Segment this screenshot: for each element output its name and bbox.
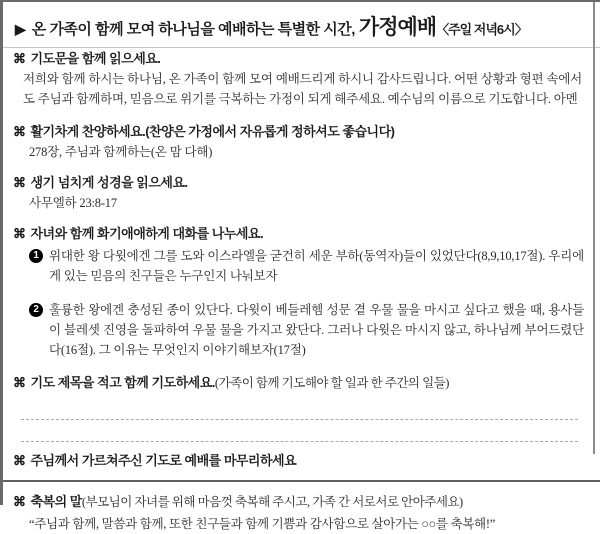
talk-item-text: 훌륭한 왕에겐 충성된 종이 있단다. 다윗이 베들레헴 성문 곁 우물 물을 마시고 싶다고 했을 때, 용사들이 블레셋 진영을 돌파하여 우물 물을 가지고 왔단다. 그러나 다윗은 마시지 않고, 하나님께 부어드렸단다(16절). 그 이유는 무엇인지 이야기해보자(17절) xyxy=(49,303,584,357)
section-heading-scripture xyxy=(13,174,584,191)
write-in-line xyxy=(21,441,578,442)
blessing-note: (부모님이 자녀를 위해 마음껏 축복해 주시고, 가족 간 서로서로 안아주세요) xyxy=(81,495,463,509)
section-heading-prayer-label: 기도문을 함께 읽으세요. xyxy=(30,51,161,66)
section-heading-closing xyxy=(13,452,584,469)
prayer-paragraph: 저희와 함께 하시는 하나님, 온 가족이 함께 모여 예배드리게 하시니 감사드립니다. 어떤 상황과 형편 속에서도 주님과 함께하며, 믿음으로 위기를 극복하는 가정이 되게 해주세요. 예수님의 이름으로 기도합니다. 아멘 xyxy=(23,72,582,106)
blessing-quote: “주님과 함께, 말씀과 함께, 또한 친구들과 함께 기쁨과 감사함으로 살아가는 ○○를 축복해!” xyxy=(29,517,495,531)
section-heading-talk xyxy=(13,225,584,242)
scripture-reference: 사무엘하 23:8-17 xyxy=(29,196,117,210)
document-title-emphasis: 가정예배 xyxy=(358,16,437,39)
command-marker-icon: ⌘ xyxy=(13,226,26,241)
section-heading-prayer xyxy=(13,50,584,67)
section-heading-blessing-label: 축복의 말 xyxy=(30,494,82,509)
document-title-bar xyxy=(3,2,600,48)
section-heading-prayer-topics xyxy=(13,374,584,392)
page-border-right xyxy=(593,2,595,454)
talk-item xyxy=(29,246,584,286)
write-in-line xyxy=(21,419,578,420)
command-marker-icon: ⌘ xyxy=(13,175,26,190)
talk-item xyxy=(29,300,584,360)
talk-item-text: 위대한 왕 다윗에겐 그를 도와 이스라엘을 굳건히 세운 부하(동역자)들이 있었단다(8,9,10,17절). 우리에게 있는 믿음의 친구들은 누구인지 나눠보자 xyxy=(49,249,584,283)
command-marker-icon: ⌘ xyxy=(13,124,26,139)
section-heading-closing-label: 주님께서 가르쳐주신 기도로 예배를 마무리하세요 xyxy=(30,453,297,468)
numbered-bullet-icon: 2 xyxy=(29,303,43,317)
document-title: 온 가족이 함께 모여 하나님을 예배하는 특별한 시간, xyxy=(31,21,355,38)
section-heading-praise xyxy=(13,123,584,140)
praise-song: 278장, 주님과 함께하는(온 맘 다해) xyxy=(29,145,213,159)
section-divider xyxy=(3,480,600,482)
document-title-time: 〈주일 저녁6시〉 xyxy=(436,22,527,37)
numbered-bullet-icon: 1 xyxy=(29,249,43,263)
section-heading-talk-label: 자녀와 함께 화기애애하게 대화를 나누세요. xyxy=(30,226,264,241)
section-heading-prayer-topics-label: 기도 제목을 적고 함께 기도하세요. xyxy=(30,375,215,390)
command-marker-icon: ⌘ xyxy=(13,375,26,390)
triangle-bullet-icon: ▶ xyxy=(15,21,26,37)
section-heading-scripture-label: 생기 넘치게 성경을 읽으세요. xyxy=(30,175,188,190)
section-heading-praise-label: 활기차게 찬양하세요.(찬양은 가정에서 자유롭게 정하셔도 좋습니다) xyxy=(30,124,395,139)
command-marker-icon: ⌘ xyxy=(13,494,26,509)
command-marker-icon: ⌘ xyxy=(13,453,26,468)
document-content xyxy=(3,48,600,534)
prayer-topics-note: (가족이 함께 기도해야 할 일과 한 주간의 일들) xyxy=(214,376,449,390)
section-heading-blessing xyxy=(13,493,584,511)
command-marker-icon: ⌘ xyxy=(13,51,26,66)
